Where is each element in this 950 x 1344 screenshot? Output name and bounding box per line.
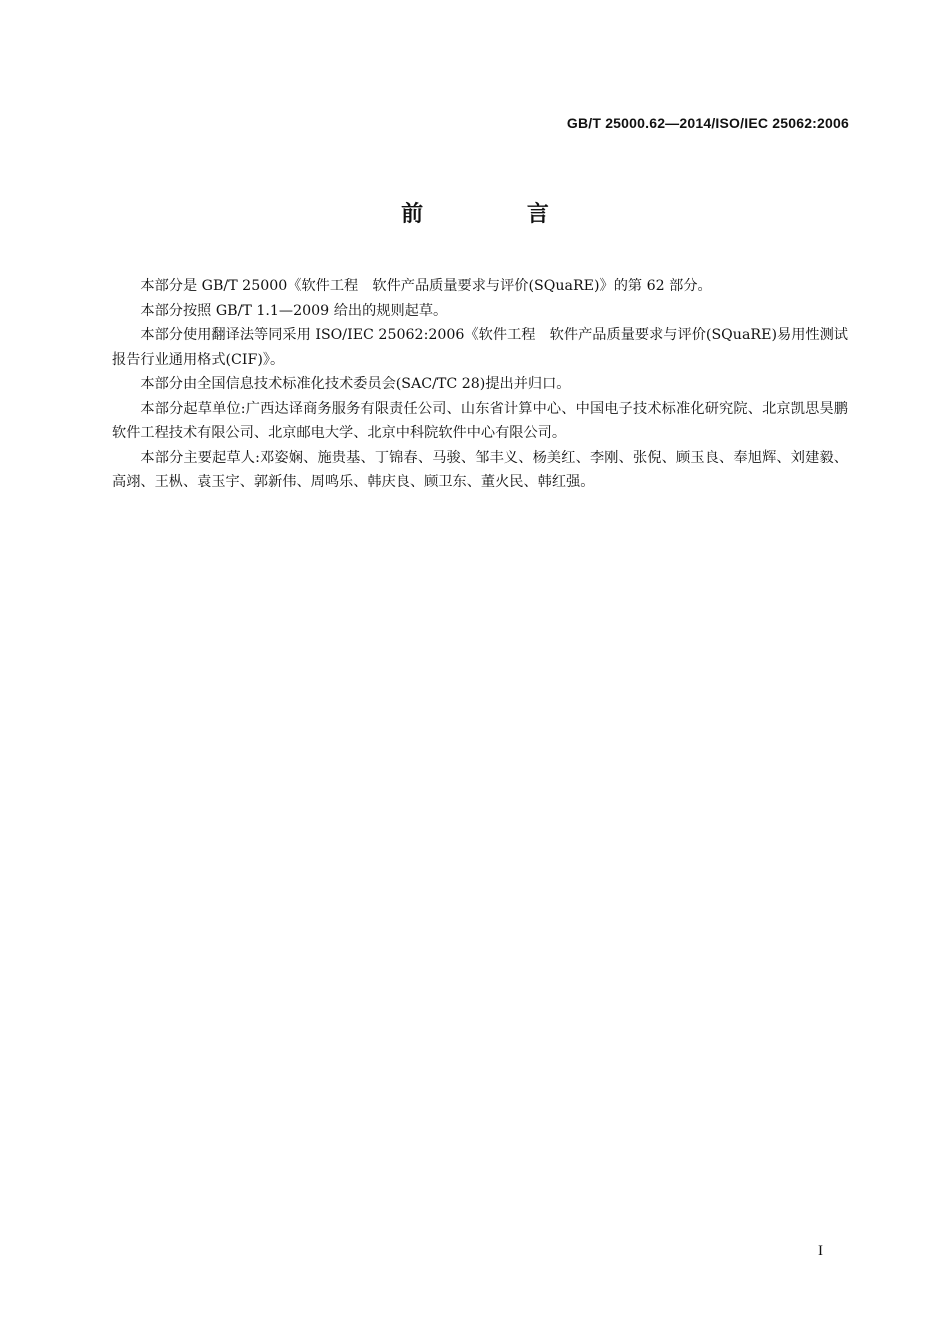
paragraph-drafting-rules: 本部分按照 GB/T 1.1—2009 给出的规则起草。 — [140, 302, 448, 319]
paragraph-proposer: 本部分由全国信息技术标准化技术委员会(SAC/TC 28)提出并归口。 — [140, 376, 571, 392]
page-title: 前 言 — [401, 202, 597, 227]
paragraph-adoption: 本部分使用翻译法等同采用 ISO/IEC 25062:2006《软件工程 软件产品质量要求与评价(SQuaRE)易用性测试报告行业通用格式(CIF)》。 — [112, 327, 848, 368]
foreword-body — [112, 274, 848, 495]
page-number: I — [818, 1243, 823, 1259]
standard-code: GB/T 25000.62—2014/ISO/IEC 25062:2006 — [566, 115, 849, 131]
paragraph-drafting-units: 本部分起草单位:广西达译商务服务有限责任公司、山东省计算中心、中国电子技术标准化研究院、北京凯思昊鹏软件工程技术有限公司、北京邮电大学、北京中科院软件中心有限公司。 — [112, 400, 848, 441]
paragraph-main-drafters: 本部分主要起草人:邓姿娴、施贵基、丁锦春、马骏、邹丰义、杨美红、李刚、张倪、顾玉良、奉旭辉、刘建毅、高翊、王枞、袁玉宇、郭新伟、周鸣乐、韩庆良、顾卫东、董火民、韩红强。 — [112, 449, 848, 490]
paragraph-part-of-series: 本部分是 GB/T 25000《软件工程 软件产品质量要求与评价(SQuaRE)》的第 62 部分。 — [140, 278, 712, 294]
